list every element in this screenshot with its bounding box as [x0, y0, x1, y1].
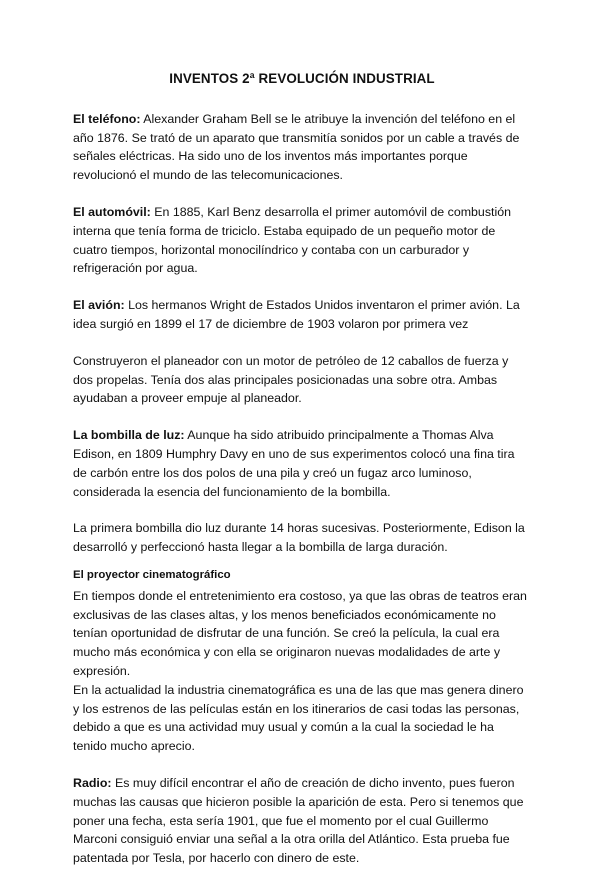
paragraph-telefono: [73, 110, 531, 185]
paragraph-automovil: [73, 203, 531, 278]
paragraph-bombilla-2: La primera bombilla dio luz durante 14 horas sucesivas. Posteriormente, Edison la desarrolló y perfeccionó hasta llegar a la bombilla de larga duración.: [73, 521, 525, 555]
paragraph-avion: [73, 296, 531, 334]
text-bombilla: Aunque ha sido atribuido principalmente a Thomas Alva Edison, en 1809 Humphry Davy en uno de sus experimentos colocó una fina tira de carbón entre los dos polos de una pila y creó un fugaz arco luminoso, considerada la esencia del funcionamiento de la bombilla.: [73, 428, 515, 499]
paragraph-proyector-2: En la actualidad la industria cinematográfica es una de las que mas genera dinero y los estrenos de las películas están en los itinerarios de casi todas las personas, debido a que es una actividad muy usual y común a la cual la sociedad le ha tenido mucho aprecio.: [73, 682, 524, 754]
text-automovil: En 1885, Karl Benz desarrolla el primer automóvil de combustión interna que tenía forma de triciclo. Estaba equipado de un pequeño motor de cuatro tiempos, horizontal monocilíndrico y contaba con un carburador y refrigeración por agua.: [73, 204, 511, 276]
label-automovil: El automóvil:: [73, 204, 151, 219]
heading-proyector: El proyector cinematográfico: [73, 568, 231, 581]
label-telefono: El teléfono:: [73, 111, 141, 126]
paragraph-radio: [73, 774, 531, 868]
label-radio: Radio:: [73, 775, 112, 790]
document-page: [73, 70, 531, 886]
text-telefono: Alexander Graham Bell se le atribuye la invención del teléfono en el año 1876. Se trató de un aparato que transmitía sonidos por un cable a través de señales eléctricas. Ha sido uno de los inventos más importantes porque revolucionó el mundo de las telecomunicaciones.: [73, 111, 520, 183]
label-avion: El avión:: [73, 298, 125, 313]
label-bombilla: La bombilla de luz:: [73, 428, 185, 443]
paragraph-proyector: En tiempos donde el entretenimiento era costoso, ya que las obras de teatros eran exclusivas de las clases altas, y los menos beneficiados económicamente no tenían oportunidad de disfrutar de una función. Se creó la película, la cual era mucho más económica y con ella se originaron nuevas modalidades de arte y expresión.: [73, 588, 527, 678]
paragraph-bombilla: [73, 426, 531, 501]
text-radio: Es muy difícil encontrar el año de creación de dicho invento, pues fueron muchas las causas que hicieron posible la aparición de esta. Pero si tenemos que poner una fecha, esta sería 1901, que fue el momento por el cual Guillermo Marconi consiguió enviar una señal a la otra orilla del Atlántico. Esta prueba fue patentada por Tesla, por hacerlo con dinero de este.: [73, 775, 524, 866]
text-avion: Los hermanos Wright de Estados Unidos inventaron el primer avión. La idea surgió en 1899 el 17 de diciembre de 1903 volaron por primera vez: [73, 298, 520, 331]
paragraph-avion-2: Construyeron el planeador con un motor de petróleo de 12 caballos de fuerza y dos propelas. Tenía dos alas principales posicionadas una sobre otra. Ambas ayudaban a proveer empuje al planeador.: [73, 353, 509, 406]
document-title: INVENTOS 2ª REVOLUCIÓN INDUSTRIAL: [169, 71, 435, 86]
